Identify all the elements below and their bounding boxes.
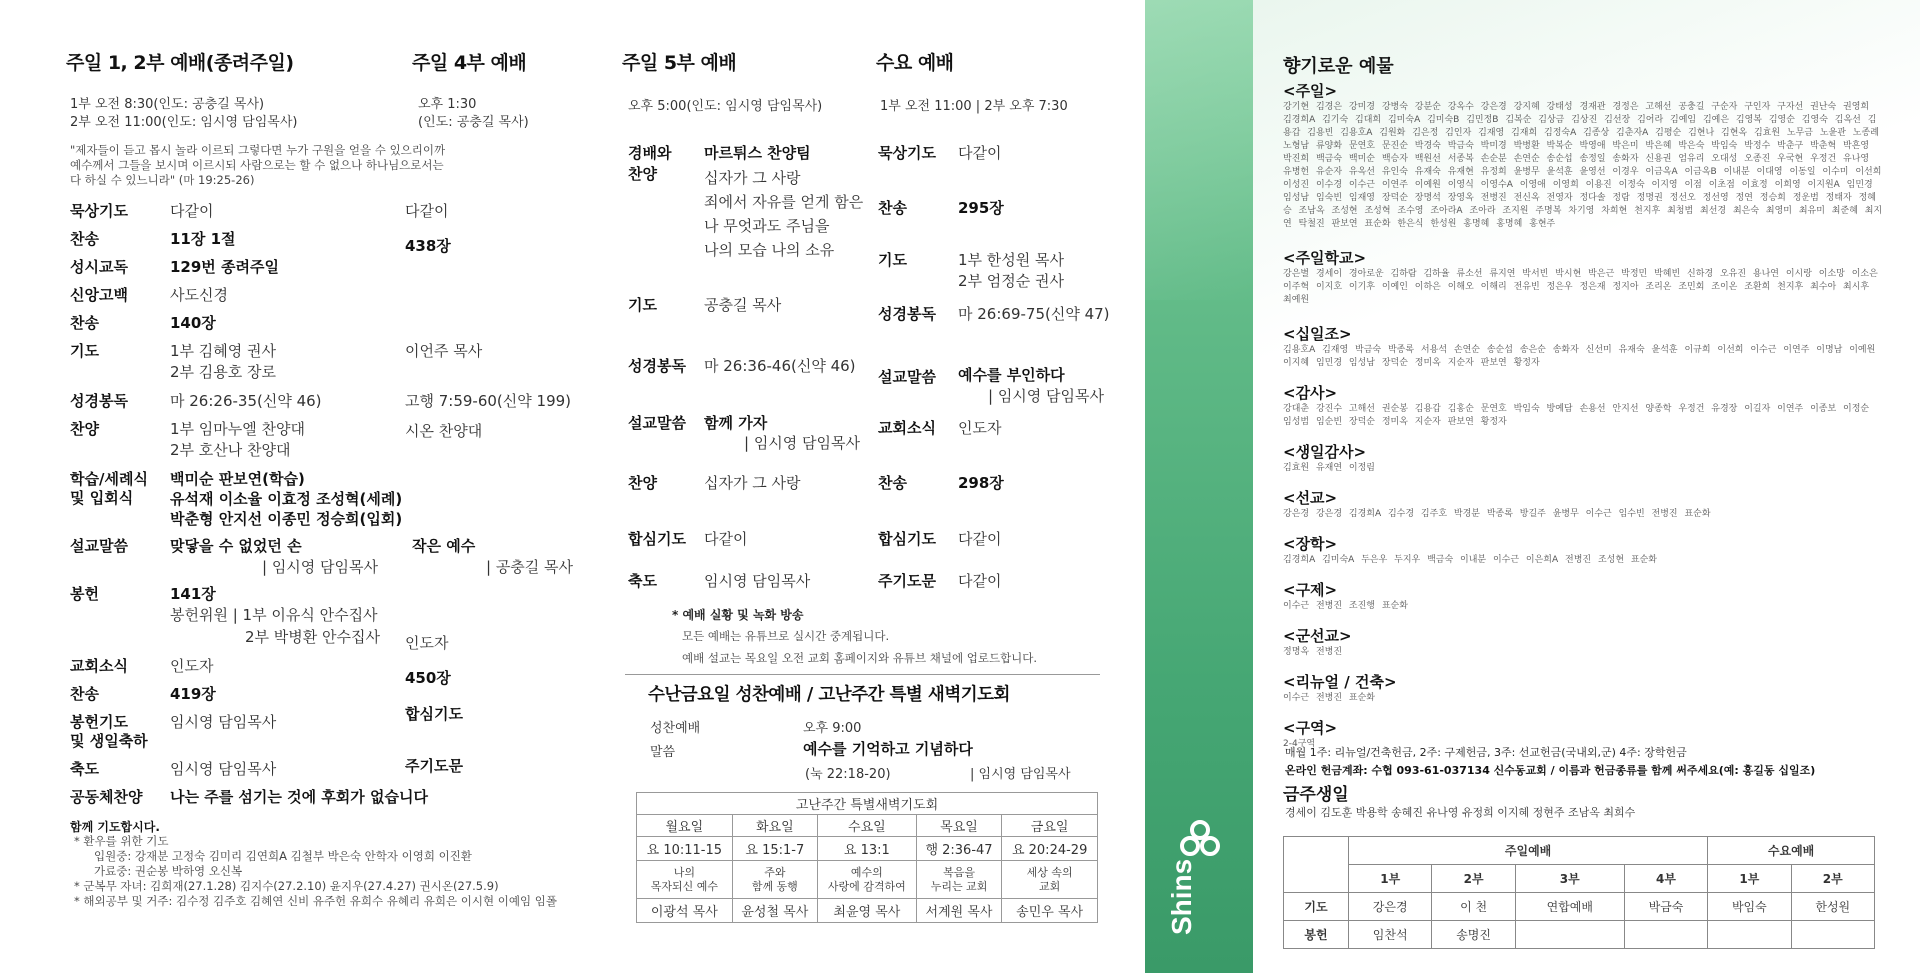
order-value: 2부 호산나 찬양대 <box>170 441 291 459</box>
prayer-list <box>74 834 557 909</box>
verse-cell: 요 13:1 <box>818 837 917 861</box>
duty-cell: 이 천 <box>1432 893 1515 921</box>
order-value: 함께 가자 <box>704 414 768 432</box>
sunday-4-value: 인도자 <box>405 634 449 652</box>
duty-cell: 박금숙 <box>1624 893 1707 921</box>
prayer-line: * 환우를 위한 기도 <box>74 834 169 848</box>
verse-cell: 행 2:36-47 <box>916 837 1002 861</box>
corner-cell <box>1284 837 1349 893</box>
offering-names: 강대춘 강진수 고해선 권순봉 김용갑 김홍순 문연호 박임숙 방예담 손용선 안지선 양종학 우정건 유경장 이길자 이연주 이종보 이정순 임성범 임순빈 장덕순 정미옥 지순자 판보연 황정자 <box>1283 404 1870 427</box>
birthday-title: 금주생일 <box>1283 785 1349 805</box>
offering-names: 이수근 전병진 조진행 표순화 <box>1283 601 1408 611</box>
duty-cell: 박임숙 <box>1708 893 1791 921</box>
offering-group <box>1283 80 1883 231</box>
order-value: 맞닿을 수 없었던 손 <box>170 537 302 555</box>
offering-group-name: <선교> <box>1283 489 1338 507</box>
day-cell: 수요일 <box>818 815 917 837</box>
offering-group-name: <생일감사> <box>1283 443 1367 461</box>
topic-line: 목자되신 예수 <box>650 879 718 893</box>
monthly-offering-note: 매월 1주: 리뉴얼/건축헌금, 2주: 구제헌금, 3주: 선교헌금(국내외,군) 4주: 장학헌금 <box>1285 746 1687 759</box>
order-value: 예수를 부인하다 <box>958 366 1065 384</box>
sunday-4-value: 주기도문 <box>405 757 463 775</box>
song-title: 죄에서 자유를 얻게 함은 <box>704 193 864 211</box>
order-value: | 임시영 담임목사 <box>262 558 379 576</box>
order-label: 설교말씀 <box>628 414 686 432</box>
order-label: 찬송 <box>70 314 99 332</box>
offering-group <box>1283 533 1883 567</box>
friday-label: 성찬예배 <box>650 721 701 736</box>
birthday-names: 경세이 김도훈 박용학 송혜진 유나영 유정희 이지혜 정현주 조남옥 최희수 <box>1285 806 1636 819</box>
order-value: 다같이 <box>958 572 1002 590</box>
topic-line: 함께 동행 <box>751 879 798 893</box>
offering-names: 강은경 강은경 김경희A 김수경 김주호 박경분 박종록 방길주 윤병무 이수근 임수빈 전병진 표순화 <box>1283 509 1711 519</box>
order-value: 사도신경 <box>170 286 228 304</box>
order-value: 마 26:36-46(신약 46) <box>704 357 856 375</box>
order-value: 11장 1절 <box>170 230 236 248</box>
offering-group <box>1283 671 1883 705</box>
order-label: 기도 <box>70 342 99 360</box>
praise-songs <box>704 166 863 262</box>
order-label: 및 생일축하 <box>70 732 148 750</box>
scripture-quote <box>70 143 445 188</box>
order-label: 축도 <box>628 572 657 590</box>
order-value: 공충길 목사 <box>704 296 782 314</box>
group-header: 주일예배 <box>1349 837 1708 865</box>
song-title: 나의 모습 나의 소유 <box>704 241 835 259</box>
duty-cell <box>1624 921 1707 949</box>
offering-group-name: <주일> <box>1283 82 1338 100</box>
offering-names: 김경희A 김미숙A 두은우 두지우 백금숙 이내분 이수근 이은희A 전병진 조성현 표순화 <box>1283 555 1657 565</box>
order-value: 141장 <box>170 585 216 603</box>
verse-cell: 요 10:11-15 <box>637 837 733 861</box>
sunday-5-time: 오후 5:00(인도: 임시영 담임목사) <box>628 99 823 114</box>
order-label: 성경봉독 <box>878 305 936 323</box>
church-logo-icon <box>1178 818 1222 862</box>
online-account: 온라인 헌금계좌: 수협 093-61-037134 신수동교회 / 이름과 헌금종류를 함께 써주세요(예: 홍길동 십일조) <box>1285 764 1816 777</box>
preacher-cell: 송민우 목사 <box>1002 899 1098 923</box>
offering-group <box>1283 441 1883 475</box>
group-header: 수요예배 <box>1708 837 1875 865</box>
sunday-4-value: 다같이 <box>405 202 449 220</box>
offering-group <box>1283 579 1883 613</box>
sunday-4-value: 고행 7:59-60(신약 199) <box>405 392 572 410</box>
order-label: 설교말씀 <box>70 537 128 555</box>
sunday-4-title: 주일 4부 예배 <box>412 52 527 74</box>
order-label: 봉헌 <box>70 585 99 603</box>
topic-cell <box>732 861 817 899</box>
order-value: 1부 한성원 목사 <box>958 251 1065 269</box>
order-value: 박춘형 안지선 이종민 정승희(입회) <box>170 510 403 528</box>
sunday-4-time: 오후 1:30 <box>418 97 477 112</box>
topic-line: 누리는 교회 <box>930 879 988 893</box>
sunday-4-value: 이언주 목사 <box>405 342 483 360</box>
offering-group-name: <군선교> <box>1283 627 1352 645</box>
offering-names: 김용호A 김재영 박금숙 박종록 서용석 손연순 송순섭 송은순 송화자 신선미 유재숙 윤석훈 이규희 이선희 이수근 이연주 이명남 이예원 이지혜 임민경 임성남 장덕순 정미옥 지순자 판보연 황정자 <box>1283 345 1876 368</box>
order-label: 기도 <box>878 251 907 269</box>
quote-line-2: 예수께서 그들을 보시며 이르시되 사람으로는 할 수 없으나 하나님으로서는 <box>70 158 444 172</box>
order-label: 묵상기도 <box>70 202 128 220</box>
order-label: 성경봉독 <box>628 357 686 375</box>
preacher-cell: 윤성철 목사 <box>732 899 817 923</box>
order-value: 2부 김용호 장로 <box>170 363 277 381</box>
row-header: 기도 <box>1284 893 1349 921</box>
order-value: 백미순 판보연(학습) <box>170 470 305 488</box>
topic-line: 세상 속의 <box>1026 865 1073 879</box>
order-label: 찬양 <box>628 474 657 492</box>
order-value: 129번 종려주일 <box>170 258 279 276</box>
prayer-line: 입원중: 강재분 고정숙 김미리 김연희A 김철부 박은숙 안학자 이영희 이진환 <box>94 849 472 863</box>
duty-cell: 연합예배 <box>1515 893 1624 921</box>
order-value: 295장 <box>958 199 1004 217</box>
sunday-4-value: | 공충길 목사 <box>486 558 574 576</box>
order-label: 주기도문 <box>878 572 936 590</box>
service-time-2: 2부 오전 11:00(인도: 임시영 담임목사) <box>70 115 298 130</box>
order-value: 봉헌위원 | 1부 이유식 안수집사 <box>170 606 378 624</box>
order-label: 경배와 <box>628 144 672 162</box>
offering-names: 김효원 유재연 이정림 <box>1283 463 1375 473</box>
order-label: 묵상기도 <box>878 144 936 162</box>
col-header: 3부 <box>1515 865 1624 893</box>
broadcast-line-2: 예배 설교는 목요일 오전 교회 홈페이지와 유튜브 채널에 업로드합니다. <box>682 651 1038 665</box>
order-label: 학습/세례식 <box>70 470 148 488</box>
order-label: 교회소식 <box>878 419 936 437</box>
preacher-cell: 이광석 목사 <box>637 899 733 923</box>
offering-group-name: <구역> <box>1283 719 1338 737</box>
sunday-4-value: 438장 <box>405 237 451 255</box>
offering-names: 강기현 김경은 강미경 강병숙 강분순 강옥수 강은경 강지혜 강태성 경재관 경정은 고해선 공충길 구순자 구인자 구자선 권난숙 권영희 김경희A 김기숙 김대희 김미숙A 김미숙B 김민정B 김복순 김상금 김상진 김선장 김어라 김예임 김예은 김영복 김영순 김영숙 김옥선 김용갑 김용빈 김용호A 김원화 김은정 김인자 김재영 김재희 김정숙A 김종상 김춘자A 김평순 김현나 김현옥 김효원 노무금 노윤관 노종례 노형남 류양화 문연호 문진순 박경숙 박금숙 박미경 박병환 박복순 박영애 박은미 박은혜 박은숙 박임숙 박정수 박춘구 박춘혁 박흔영 박진희 백금숙 백미순 백승자 백원선 서종복 손순분 손연순 송순섭 송정일 송화자 신용권 엄유리 오대성 오종진 우국현 우정건 유나영 유병헌 유순자 유옥선 유인숙 유재숙 유재현 유정희 윤병무 윤석훈 윤영선 이경우 이금옥A 이금옥B 이내분 이대영 이동일 이수미 이선희 이성진 이수경 이수근 이연주 이예원 이영식 이영수A 이영애 이영희 이용진 이정숙 이지영 이점 이초점 이효정 이희영 이지원A 임민경 임성남 임숙빈 임재영 장덕순 장명석 장영옥 전병진 전신옥 전영자 정다솔 정람 정명권 정선오 정선영 정연 정승희 정운범 정태자 정혜승 조남옥 조성현 조성혁 조수영 조아라A 조아라 조지원 주명복 차기영 차희현 천지후 최청범 최선경 최은숙 최영미 최유미 최준혜 최지연 탁철진 판보연 표순화 한은식 한성원 홍명혜 홍명혜 홍현주 <box>1283 102 1883 229</box>
order-label: 찬송 <box>878 199 907 217</box>
sunday-4-leader: (인도: 공충길 목사) <box>418 115 529 130</box>
order-value: 다같이 <box>958 530 1002 548</box>
friday-time: 오후 9:00 <box>803 721 862 736</box>
day-cell: 금요일 <box>1002 815 1098 837</box>
order-label: 축도 <box>70 760 99 778</box>
order-label: 교회소식 <box>70 657 128 675</box>
order-value: 인도자 <box>958 419 1002 437</box>
topic-line: 주와 <box>764 865 786 879</box>
order-label: 설교말씀 <box>878 368 936 386</box>
order-label: 신앙고백 <box>70 286 128 304</box>
order-label: 기도 <box>628 296 657 314</box>
offering-names: 이수근 전병진 표순화 <box>1283 693 1375 703</box>
dawn-table-title: 고난주간 특별새벽기도회 <box>637 793 1098 815</box>
offerings-title: 향기로운 예물 <box>1283 56 1394 77</box>
service-duty-table <box>1283 836 1875 949</box>
order-value: 다같이 <box>958 144 1002 162</box>
quote-line-1: "제자들이 듣고 몹시 놀라 이르되 그렇다면 누가 구원을 얻을 수 있으리이까 <box>70 143 446 157</box>
sunday-5-title: 주일 5부 예배 <box>622 52 737 74</box>
order-value: 다같이 <box>704 530 748 548</box>
col-header: 2부 <box>1791 865 1874 893</box>
offering-names: 2-4구역 <box>1283 739 1316 749</box>
duty-cell: 임찬석 <box>1349 921 1432 949</box>
sunday-4-value: 합심기도 <box>405 705 463 723</box>
duty-cell: 한성원 <box>1791 893 1874 921</box>
order-label: 찬양 <box>628 165 657 183</box>
order-value: 임시영 담임목사 <box>704 572 811 590</box>
col-header: 2부 <box>1432 865 1515 893</box>
topic-line: 사랑에 감격하여 <box>827 879 906 893</box>
topic-cell <box>818 861 917 899</box>
praise-team: 마르튀스 찬양팀 <box>704 144 811 162</box>
verse-cell: 요 20:24-29 <box>1002 837 1098 861</box>
order-value: 마 26:26-35(신약 46) <box>170 392 322 410</box>
order-value: 2부 박병환 안수집사 <box>245 628 381 646</box>
sunday-4-value: 시온 찬양대 <box>405 422 483 440</box>
duty-cell <box>1791 921 1874 949</box>
offering-names: 정명옥 전병진 <box>1283 647 1343 657</box>
prayer-line: * 군복무 자녀: 김희재(27.1.28) 김지수(27.2.10) 윤지우(27.4.27) 권시온(27.5.9) <box>74 879 499 893</box>
friday-sermon: 예수를 기억하고 기념하다 <box>803 740 973 758</box>
wednesday-time: 1부 오전 11:00 | 2부 오후 7:30 <box>880 99 1068 114</box>
order-value: 1부 임마누엘 찬양대 <box>170 420 306 438</box>
brand-name: Shins <box>1166 858 1197 935</box>
order-value: 마 26:69-75(신약 47) <box>958 305 1110 323</box>
order-label: 합심기도 <box>628 530 686 548</box>
offering-group <box>1283 382 1883 429</box>
order-label: 합심기도 <box>878 530 936 548</box>
order-value: 2부 엄정순 권사 <box>958 272 1065 290</box>
order-value: 다같이 <box>170 202 214 220</box>
topic-line: 나의 <box>673 865 695 879</box>
dawn-prayer-table <box>636 792 1098 923</box>
wednesday-title: 수요 예배 <box>876 52 954 74</box>
order-label: 및 입회식 <box>70 489 134 507</box>
offering-group-name: <감사> <box>1283 384 1338 402</box>
service-time-1: 1부 오전 8:30(인도: 공충길 목사) <box>70 97 265 112</box>
order-label: 공동체찬양 <box>70 788 143 806</box>
col-header: 1부 <box>1349 865 1432 893</box>
verse-cell: 요 15:1-7 <box>732 837 817 861</box>
offering-group <box>1283 487 1883 521</box>
song-title: 나 무엇과도 주님을 <box>704 217 830 235</box>
friday-title: 수난금요일 성찬예배 / 고난주간 특별 새벽기도회 <box>648 685 1010 705</box>
order-label: 봉헌기도 <box>70 713 128 731</box>
order-value: 나는 주를 섬기는 것에 후회가 없습니다 <box>170 788 428 806</box>
order-value: 십자가 그 사랑 <box>704 474 801 492</box>
order-value: 140장 <box>170 314 216 332</box>
offering-group-name: <십일조> <box>1283 325 1352 343</box>
order-value: | 임시영 담임목사 <box>744 434 861 452</box>
offering-group <box>1283 625 1883 659</box>
song-title: 십자가 그 사랑 <box>704 169 801 187</box>
order-label: 찬양 <box>70 420 99 438</box>
offering-group <box>1283 247 1883 307</box>
offering-group-name: <구제> <box>1283 581 1338 599</box>
offering-group-name: <장학> <box>1283 535 1338 553</box>
prayer-line: 가료중: 권순봉 박하영 오신복 <box>94 864 243 878</box>
offering-group-name: <주일학교> <box>1283 249 1367 267</box>
preacher-cell: 최윤영 목사 <box>818 899 917 923</box>
topic-cell <box>637 861 733 899</box>
duty-cell <box>1708 921 1791 949</box>
topic-cell <box>1002 861 1098 899</box>
day-cell: 화요일 <box>732 815 817 837</box>
order-label: 찬송 <box>878 474 907 492</box>
quote-line-3: 다 하실 수 있느니라" (마 19:25-26) <box>70 173 255 187</box>
sunday-4-value: 450장 <box>405 669 451 687</box>
friday-preacher: | 임시영 담임목사 <box>970 767 1071 782</box>
prayer-title: 함께 기도합시다. <box>70 820 160 834</box>
order-value: 419장 <box>170 685 216 703</box>
friday-verse: (눅 22:18-20) <box>805 767 891 782</box>
offering-group-name: <리뉴얼 / 건축> <box>1283 673 1397 691</box>
order-label: 성경봉독 <box>70 392 128 410</box>
topic-cell <box>916 861 1002 899</box>
divider <box>625 674 1100 675</box>
order-label: 찬송 <box>70 230 99 248</box>
preacher-cell: 서계원 목사 <box>916 899 1002 923</box>
topic-line: 교회 <box>1039 879 1061 893</box>
offering-group <box>1283 323 1883 370</box>
order-value: | 임시영 담임목사 <box>988 387 1105 405</box>
sunday-12-title: 주일 1, 2부 예배(종려주일) <box>66 52 294 74</box>
topic-line: 복음을 <box>943 865 975 879</box>
duty-cell: 송명진 <box>1432 921 1515 949</box>
order-value: 인도자 <box>170 657 214 675</box>
sunday-4-value: 작은 예수 <box>412 537 476 555</box>
order-label: 찬송 <box>70 685 99 703</box>
order-value: 298장 <box>958 474 1004 492</box>
topic-line: 예수의 <box>850 865 883 879</box>
order-value: 임시영 담임목사 <box>170 713 277 731</box>
col-header: 4부 <box>1624 865 1707 893</box>
order-label: 성시교독 <box>70 258 128 276</box>
offering-names: 강은별 경세이 경아로운 김하람 김하율 류소선 류지연 박서빈 박시현 박은근 박정민 박혜빈 신하경 오유진 용나연 이시랑 이소망 이소은 이주혁 이지호 이기후 이예인 이하은 이해오 이해리 전유빈 정은우 정은재 정지아 조리온 조민회 조이온 조환희 천지후 최수아 최시후 최예원 <box>1283 269 1878 305</box>
col-header: 1부 <box>1708 865 1791 893</box>
prayer-line: * 해외공부 및 거주: 김수정 김주호 김혜연 신비 유주헌 유희수 유혜리 유희은 이시현 이예임 임폴 <box>74 894 557 908</box>
friday-label: 말씀 <box>650 745 676 760</box>
row-header: 봉헌 <box>1284 921 1349 949</box>
order-value: 임시영 담임목사 <box>170 760 277 778</box>
order-value: 유석재 이소율 이효정 조성혁(세례) <box>170 490 403 508</box>
day-cell: 월요일 <box>637 815 733 837</box>
day-cell: 목요일 <box>916 815 1002 837</box>
broadcast-line-1: 모든 예배는 유튜브로 실시간 중계됩니다. <box>682 629 890 643</box>
broadcast-title: * 예배 실황 및 녹화 방송 <box>672 608 804 622</box>
order-value: 1부 김혜영 권사 <box>170 342 277 360</box>
duty-cell <box>1515 921 1624 949</box>
offering-groups <box>1283 80 1883 751</box>
duty-cell: 강은경 <box>1349 893 1432 921</box>
